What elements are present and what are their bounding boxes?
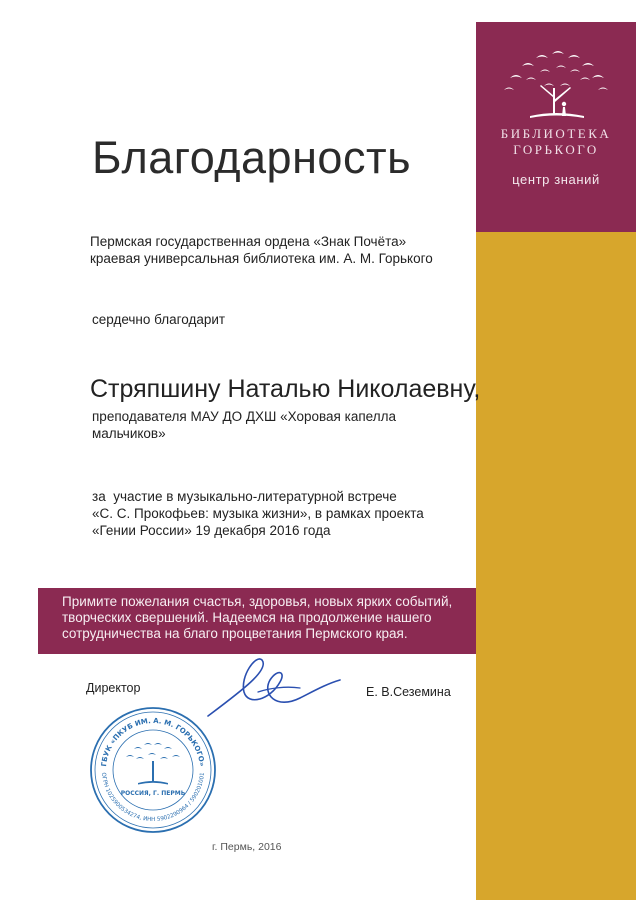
sidebar-band-bottom [476,232,636,900]
tree-with-books-icon [500,48,612,126]
seal-text-top: ГБУК «ПКУБ ИМ. А. М. ГОРЬКОГО» [100,716,206,767]
director-name: Е. В.Сеземина [366,685,451,699]
award-reason [92,488,462,539]
organization-line2: краевая универсальная библиотека им. А. М. Горького [90,251,433,266]
reason-line3: «Гении России» 19 декабря 2016 года [92,523,331,538]
wishes-line1: Примите пожелания счастья, здоровья, новых ярких событий, [62,594,453,609]
seal-text-center: РОССИЯ, Г. ПЕРМЬ [120,790,186,797]
library-name-line2: ГОРЬКОГО [513,142,599,157]
thanks-phrase: сердечно благодарит [92,312,226,327]
seal-tree-icon [126,743,180,785]
reason-line1: за участие в музыкально-литературной встрече [92,489,397,504]
wishes-line3: сотрудничества на благо процветания Пермского края. [62,626,408,641]
wishes-text [62,594,482,642]
recipient-name: Стряпшину Наталью Николаевну, [90,375,481,403]
organization-name [90,233,470,267]
seal-text-bottom: ОГРН 1025900534274, ИНН 5902290964 / 590201001 [100,772,206,824]
handwritten-signature [200,652,350,722]
director-label: Директор [86,681,141,695]
svg-text:ГБУК «ПКУБ ИМ. А. М. ГОРЬКОГО» [100,717,206,767]
library-name-line1: БИБЛИОТЕКА [500,126,612,141]
library-name [476,126,636,158]
recipient-position: преподавателя МАУ ДО ДХШ «Хоровая капелла мальчиков» [92,409,396,441]
library-slogan: центр знаний [512,172,600,187]
official-seal [88,705,218,835]
certificate-title: Благодарность [92,132,412,183]
city-year: г. Пермь, 2016 [212,841,282,853]
organization-line1: Пермская государственная ордена «Знак Почёта» [90,234,407,249]
reason-line2: «С. С. Прокофьев: музыка жизни», в рамках проекта [92,506,424,521]
wishes-line2: творческих свершений. Надеемся на продолжение нашего [62,610,432,625]
